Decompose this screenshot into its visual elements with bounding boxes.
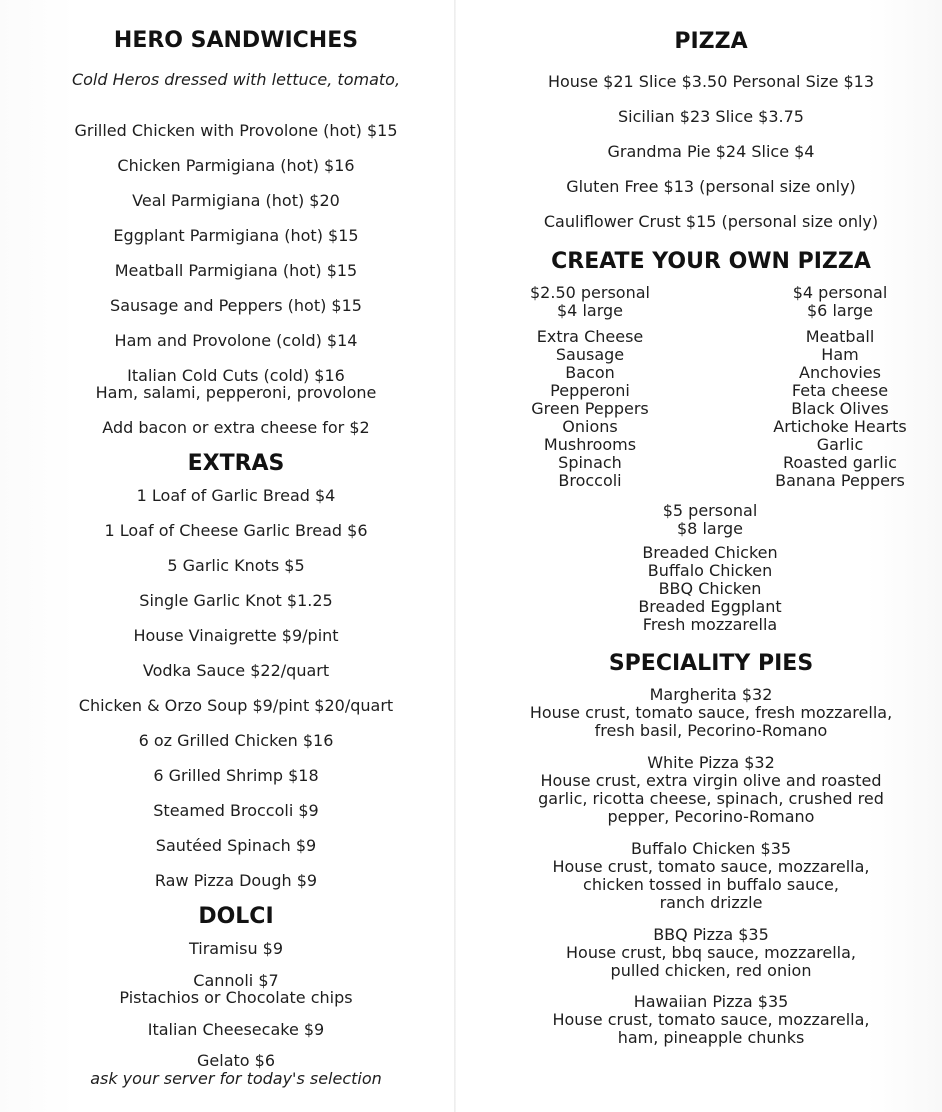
extras-item: Chicken & Orzo Soup $9/pint $20/quart <box>78 696 394 715</box>
extras-item: Raw Pizza Dough $9 <box>154 871 318 890</box>
hero-item: Sausage and Peppers (hot) $15 <box>110 296 362 315</box>
create-your-own-heading: CREATE YOUR OWN PIZZA <box>551 249 871 274</box>
topping-item: Roasted garlic <box>783 453 897 472</box>
topping-item: Spinach <box>558 453 622 472</box>
pie-description-line: ranch drizzle <box>659 893 763 912</box>
pie-name: BBQ Pizza $35 <box>653 925 769 944</box>
topping-item: Garlic <box>816 435 864 454</box>
topping-item: Artichoke Hearts <box>773 417 907 436</box>
topping-tier-3 <box>600 502 820 634</box>
speciality-pie <box>490 840 932 912</box>
topping-item: Black Olives <box>791 399 889 418</box>
speciality-pie <box>490 993 932 1047</box>
cannoli-description: Pistachios or Chocolate chips <box>119 988 353 1007</box>
topping-item: BBQ Chicken <box>658 579 762 598</box>
pie-description-line: garlic, ricotta cheese, spinach, crushed red <box>538 789 884 808</box>
topping-item: Onions <box>562 417 618 436</box>
topping-item: Mushrooms <box>543 435 637 454</box>
tier-1-large-price: $4 large <box>557 301 623 320</box>
hero-sandwiches-heading: HERO SANDWICHES <box>113 28 359 53</box>
topping-item: Buffalo Chicken <box>647 561 773 580</box>
topping-item: Anchovies <box>799 363 881 382</box>
hero-item: Chicken Parmigiana (hot) $16 <box>117 156 355 175</box>
extras-item: 1 Loaf of Cheese Garlic Bread $6 <box>104 521 368 540</box>
pie-description-line: fresh basil, Pecorino-Romano <box>594 721 828 740</box>
hero-addon: Add bacon or extra cheese for $2 <box>102 418 370 437</box>
pizza-item: Grandma Pie $24 Slice $4 <box>607 142 815 161</box>
pie-name: Buffalo Chicken $35 <box>630 839 792 858</box>
topping-item: Breaded Chicken <box>642 543 778 562</box>
dolci-heading: DOLCI <box>198 904 274 929</box>
dolci-item-gelato: Gelato $6 <box>197 1051 275 1070</box>
topping-tier-2 <box>750 284 930 490</box>
pie-name: White Pizza $32 <box>647 753 775 772</box>
topping-item: Fresh mozzarella <box>642 615 778 634</box>
topping-item: Sausage <box>555 345 625 364</box>
extras-item: 1 Loaf of Garlic Bread $4 <box>136 486 336 505</box>
topping-item: Pepperoni <box>550 381 630 400</box>
topping-item: Green Peppers <box>531 399 649 418</box>
dolci-item-cheesecake: Italian Cheesecake $9 <box>147 1020 325 1039</box>
speciality-pie <box>490 686 932 740</box>
extras-item: 6 oz Grilled Chicken $16 <box>138 731 334 750</box>
pizza-item: Cauliflower Crust $15 (personal size only) <box>543 212 879 231</box>
pie-description-line: House crust, extra virgin olive and roasted <box>540 771 882 790</box>
hero-item: Eggplant Parmigiana (hot) $15 <box>113 226 359 245</box>
right-column <box>490 0 932 1112</box>
topping-item: Extra Cheese <box>536 327 644 346</box>
speciality-pies-heading: SPECIALITY PIES <box>608 651 814 676</box>
hero-item: Ham and Provolone (cold) $14 <box>114 331 358 350</box>
topping-item: Bacon <box>565 363 615 382</box>
pie-description-line: ham, pineapple chunks <box>617 1028 805 1047</box>
extras-heading: EXTRAS <box>187 451 285 476</box>
hero-item: Meatball Parmigiana (hot) $15 <box>114 261 358 280</box>
topping-item: Ham <box>821 345 859 364</box>
pie-description-line: House crust, tomato sauce, mozzarella, <box>552 1010 870 1029</box>
pie-description-line: pepper, Pecorino-Romano <box>607 807 815 826</box>
hero-item: Italian Cold Cuts (cold) $16 <box>127 366 345 385</box>
extras-item: 6 Grilled Shrimp $18 <box>153 766 319 785</box>
tier-2-large-price: $6 large <box>807 301 873 320</box>
extras-item: 5 Garlic Knots $5 <box>167 556 305 575</box>
hero-note: Cold Heros dressed with lettuce, tomato, <box>71 70 401 89</box>
topping-item: Broccoli <box>558 471 622 490</box>
pie-description-line: House crust, bbq sauce, mozzarella, <box>566 943 856 962</box>
topping-item: Banana Peppers <box>775 471 905 490</box>
extras-item: Sautéed Spinach $9 <box>155 836 317 855</box>
hero-item: Veal Parmigiana (hot) $20 <box>132 191 340 210</box>
topping-item: Breaded Eggplant <box>638 597 782 616</box>
gelato-description: ask your server for today's selection <box>90 1069 382 1088</box>
topping-item: Feta cheese <box>791 381 889 400</box>
pie-description-line: House crust, tomato sauce, fresh mozzarella, <box>529 703 893 722</box>
topping-item: Meatball <box>805 327 875 346</box>
pie-name: Margherita $32 <box>649 685 773 704</box>
extras-item: Single Garlic Knot $1.25 <box>139 591 333 610</box>
dolci-item-cannoli: Cannoli $7 <box>193 971 279 990</box>
tier-3-personal-price: $5 personal <box>662 501 758 520</box>
dolci-item-tiramisu: Tiramisu $9 <box>188 939 284 958</box>
pizza-item: House $21 Slice $3.50 Personal Size $13 <box>547 72 875 91</box>
tier-1-personal-price: $2.50 personal <box>530 283 650 302</box>
extras-item: House Vinaigrette $9/pint <box>133 626 339 645</box>
pizza-heading: PIZZA <box>674 29 748 54</box>
extras-item: Steamed Broccoli $9 <box>153 801 319 820</box>
tier-3-large-price: $8 large <box>677 519 743 538</box>
extras-item: Vodka Sauce $22/quart <box>142 661 330 680</box>
speciality-pie <box>490 926 932 980</box>
pie-description-line: House crust, tomato sauce, mozzarella, <box>552 857 870 876</box>
pie-name: Hawaiian Pizza $35 <box>633 992 789 1011</box>
tier-2-personal-price: $4 personal <box>792 283 888 302</box>
pizza-item: Gluten Free $13 (personal size only) <box>566 177 856 196</box>
pie-description-line: chicken tossed in buffalo sauce, <box>583 875 839 894</box>
left-column <box>12 0 460 1112</box>
pie-description-line: pulled chicken, red onion <box>610 961 812 980</box>
hero-item: Grilled Chicken with Provolone (hot) $15 <box>74 121 398 140</box>
topping-tier-1 <box>510 284 670 490</box>
cold-cuts-description: Ham, salami, pepperoni, provolone <box>95 383 377 402</box>
speciality-pie <box>490 754 932 826</box>
pizza-item: Sicilian $23 Slice $3.75 <box>618 107 804 126</box>
